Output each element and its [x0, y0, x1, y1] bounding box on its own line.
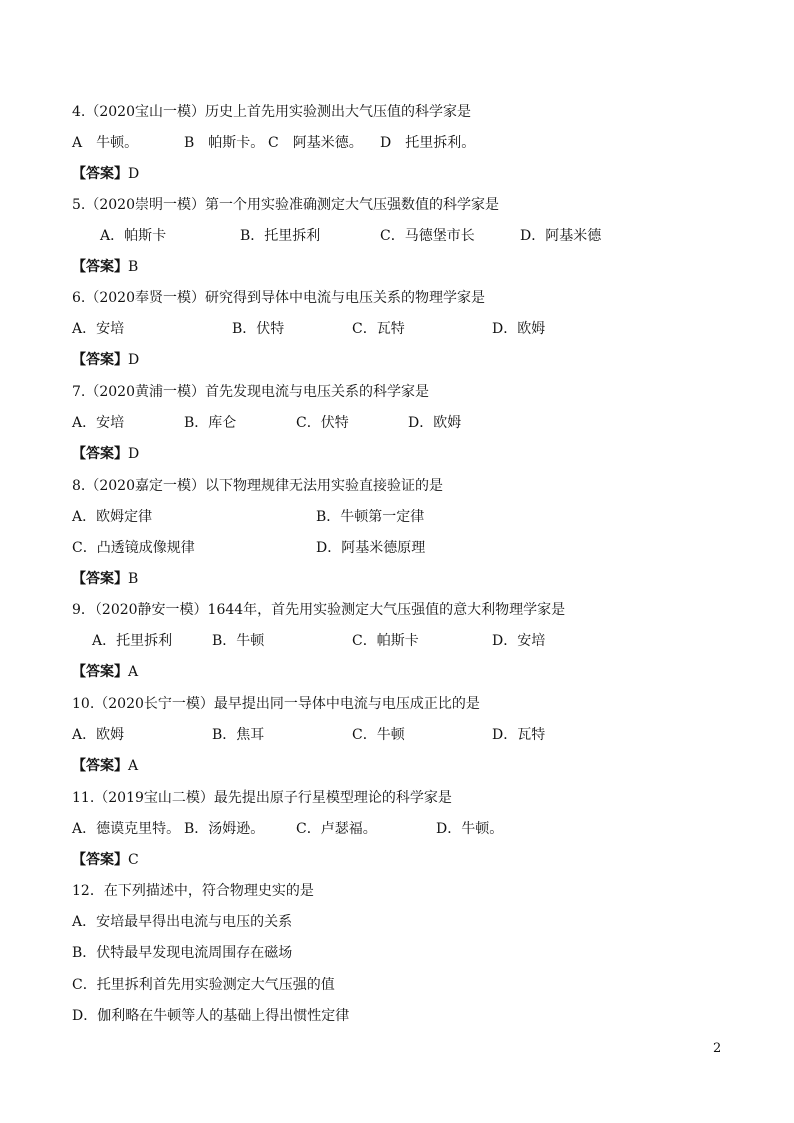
- question-stem: 5.（2020崇明一模）第一个用实验准确测定大气压强数值的科学家是: [72, 197, 499, 213]
- answer-line: [72, 662, 138, 682]
- answer-label: 【答案】: [72, 166, 128, 182]
- option-d: D．阿基米德: [520, 228, 602, 244]
- answer-line: [72, 350, 139, 370]
- answer-line: [72, 756, 138, 776]
- question-stem: 8.（2020嘉定一模）以下物理规律无法用实验直接验证的是: [72, 478, 443, 494]
- option-a: A．德谟克里特。: [72, 821, 181, 837]
- option-a: A 牛顿。: [72, 135, 139, 151]
- option-b: B．牛顿第一定律: [316, 509, 425, 525]
- option-a: A．帕斯卡: [100, 228, 167, 244]
- option-b: B．牛顿: [212, 633, 265, 649]
- option-b: B．汤姆逊。: [184, 821, 265, 837]
- answer-label: 【答案】: [72, 352, 128, 368]
- option-c: C．瓦特: [352, 321, 405, 337]
- answer-value: A: [128, 758, 139, 774]
- option-a: A．安培最早得出电流与电压的关系: [72, 914, 293, 930]
- answer-line: [72, 569, 138, 589]
- question-stem: 10.（2020长宁一模）最早提出同一导体中电流与电压成正比的是: [72, 696, 480, 712]
- option-b: B．伏特最早发现电流周围存在磁场: [72, 945, 293, 961]
- answer-value: D: [128, 446, 140, 462]
- option-d: D 托里拆利。: [380, 135, 476, 151]
- option-b: B．托里拆利: [240, 228, 321, 244]
- answer-value: D: [128, 352, 140, 368]
- question-stem: 7.（2020黄浦一模）首先发现电流与电压关系的科学家是: [72, 384, 429, 400]
- option-c: C 阿基米德。: [268, 135, 363, 151]
- option-b: B．焦耳: [212, 727, 265, 743]
- answer-value: D: [128, 166, 140, 182]
- answer-label: 【答案】: [72, 852, 128, 868]
- option-d: D．阿基米德原理: [316, 540, 426, 556]
- option-a: A．托里拆利: [92, 633, 173, 649]
- option-b: B．库仑: [184, 415, 237, 431]
- answer-line: [72, 444, 139, 464]
- option-c: C．牛顿: [352, 727, 405, 743]
- option-c: C．凸透镜成像规律: [72, 540, 195, 556]
- question-stem: 9．（2020静安一模）1644年，首先用实验测定大气压强值的意大利物理学家是: [72, 602, 566, 618]
- option-c: C．托里拆利首先用实验测定大气压强的值: [72, 977, 335, 993]
- option-d: D．安培: [492, 633, 546, 649]
- option-c: C．卢瑟福。: [296, 821, 377, 837]
- option-a: A．欧姆定律: [72, 509, 153, 525]
- answer-line: [72, 257, 138, 277]
- answer-label: 【答案】: [72, 758, 128, 774]
- answer-line: [72, 164, 139, 184]
- question-stem: 6.（2020奉贤一模）研究得到导体中电流与电压关系的物理学家是: [72, 290, 485, 306]
- option-d: D．欧姆: [408, 415, 462, 431]
- option-c: C．帕斯卡: [352, 633, 419, 649]
- page-number: 2: [713, 1041, 722, 1056]
- answer-label: 【答案】: [72, 664, 128, 680]
- option-a: A．安培: [72, 321, 125, 337]
- option-d: D．瓦特: [492, 727, 546, 743]
- option-a: A．欧姆: [72, 727, 125, 743]
- answer-value: B: [128, 571, 139, 587]
- answer-label: 【答案】: [72, 446, 128, 462]
- option-c: C．马德堡市长: [380, 228, 475, 244]
- answer-label: 【答案】: [72, 571, 128, 587]
- answer-value: C: [128, 852, 139, 868]
- option-a: A．安培: [72, 415, 125, 431]
- answer-line: [72, 850, 139, 870]
- answer-value: A: [128, 664, 139, 680]
- option-d: D．牛顿。: [436, 821, 504, 837]
- question-stem: 4.（2020宝山一模）历史上首先用实验测出大气压值的科学家是: [72, 104, 471, 120]
- option-b: B．伏特: [232, 321, 285, 337]
- question-stem: 12．在下列描述中，符合物理史实的是: [72, 883, 314, 899]
- option-b: B 帕斯卡。: [184, 135, 265, 151]
- option-d: D．伽利略在牛顿等人的基础上得出惯性定律: [72, 1008, 350, 1024]
- answer-value: B: [128, 259, 139, 275]
- question-stem: 11.（2019宝山二模）最先提出原子行星模型理论的科学家是: [72, 790, 452, 806]
- option-d: D．欧姆: [492, 321, 546, 337]
- option-c: C．伏特: [296, 415, 349, 431]
- answer-label: 【答案】: [72, 259, 128, 275]
